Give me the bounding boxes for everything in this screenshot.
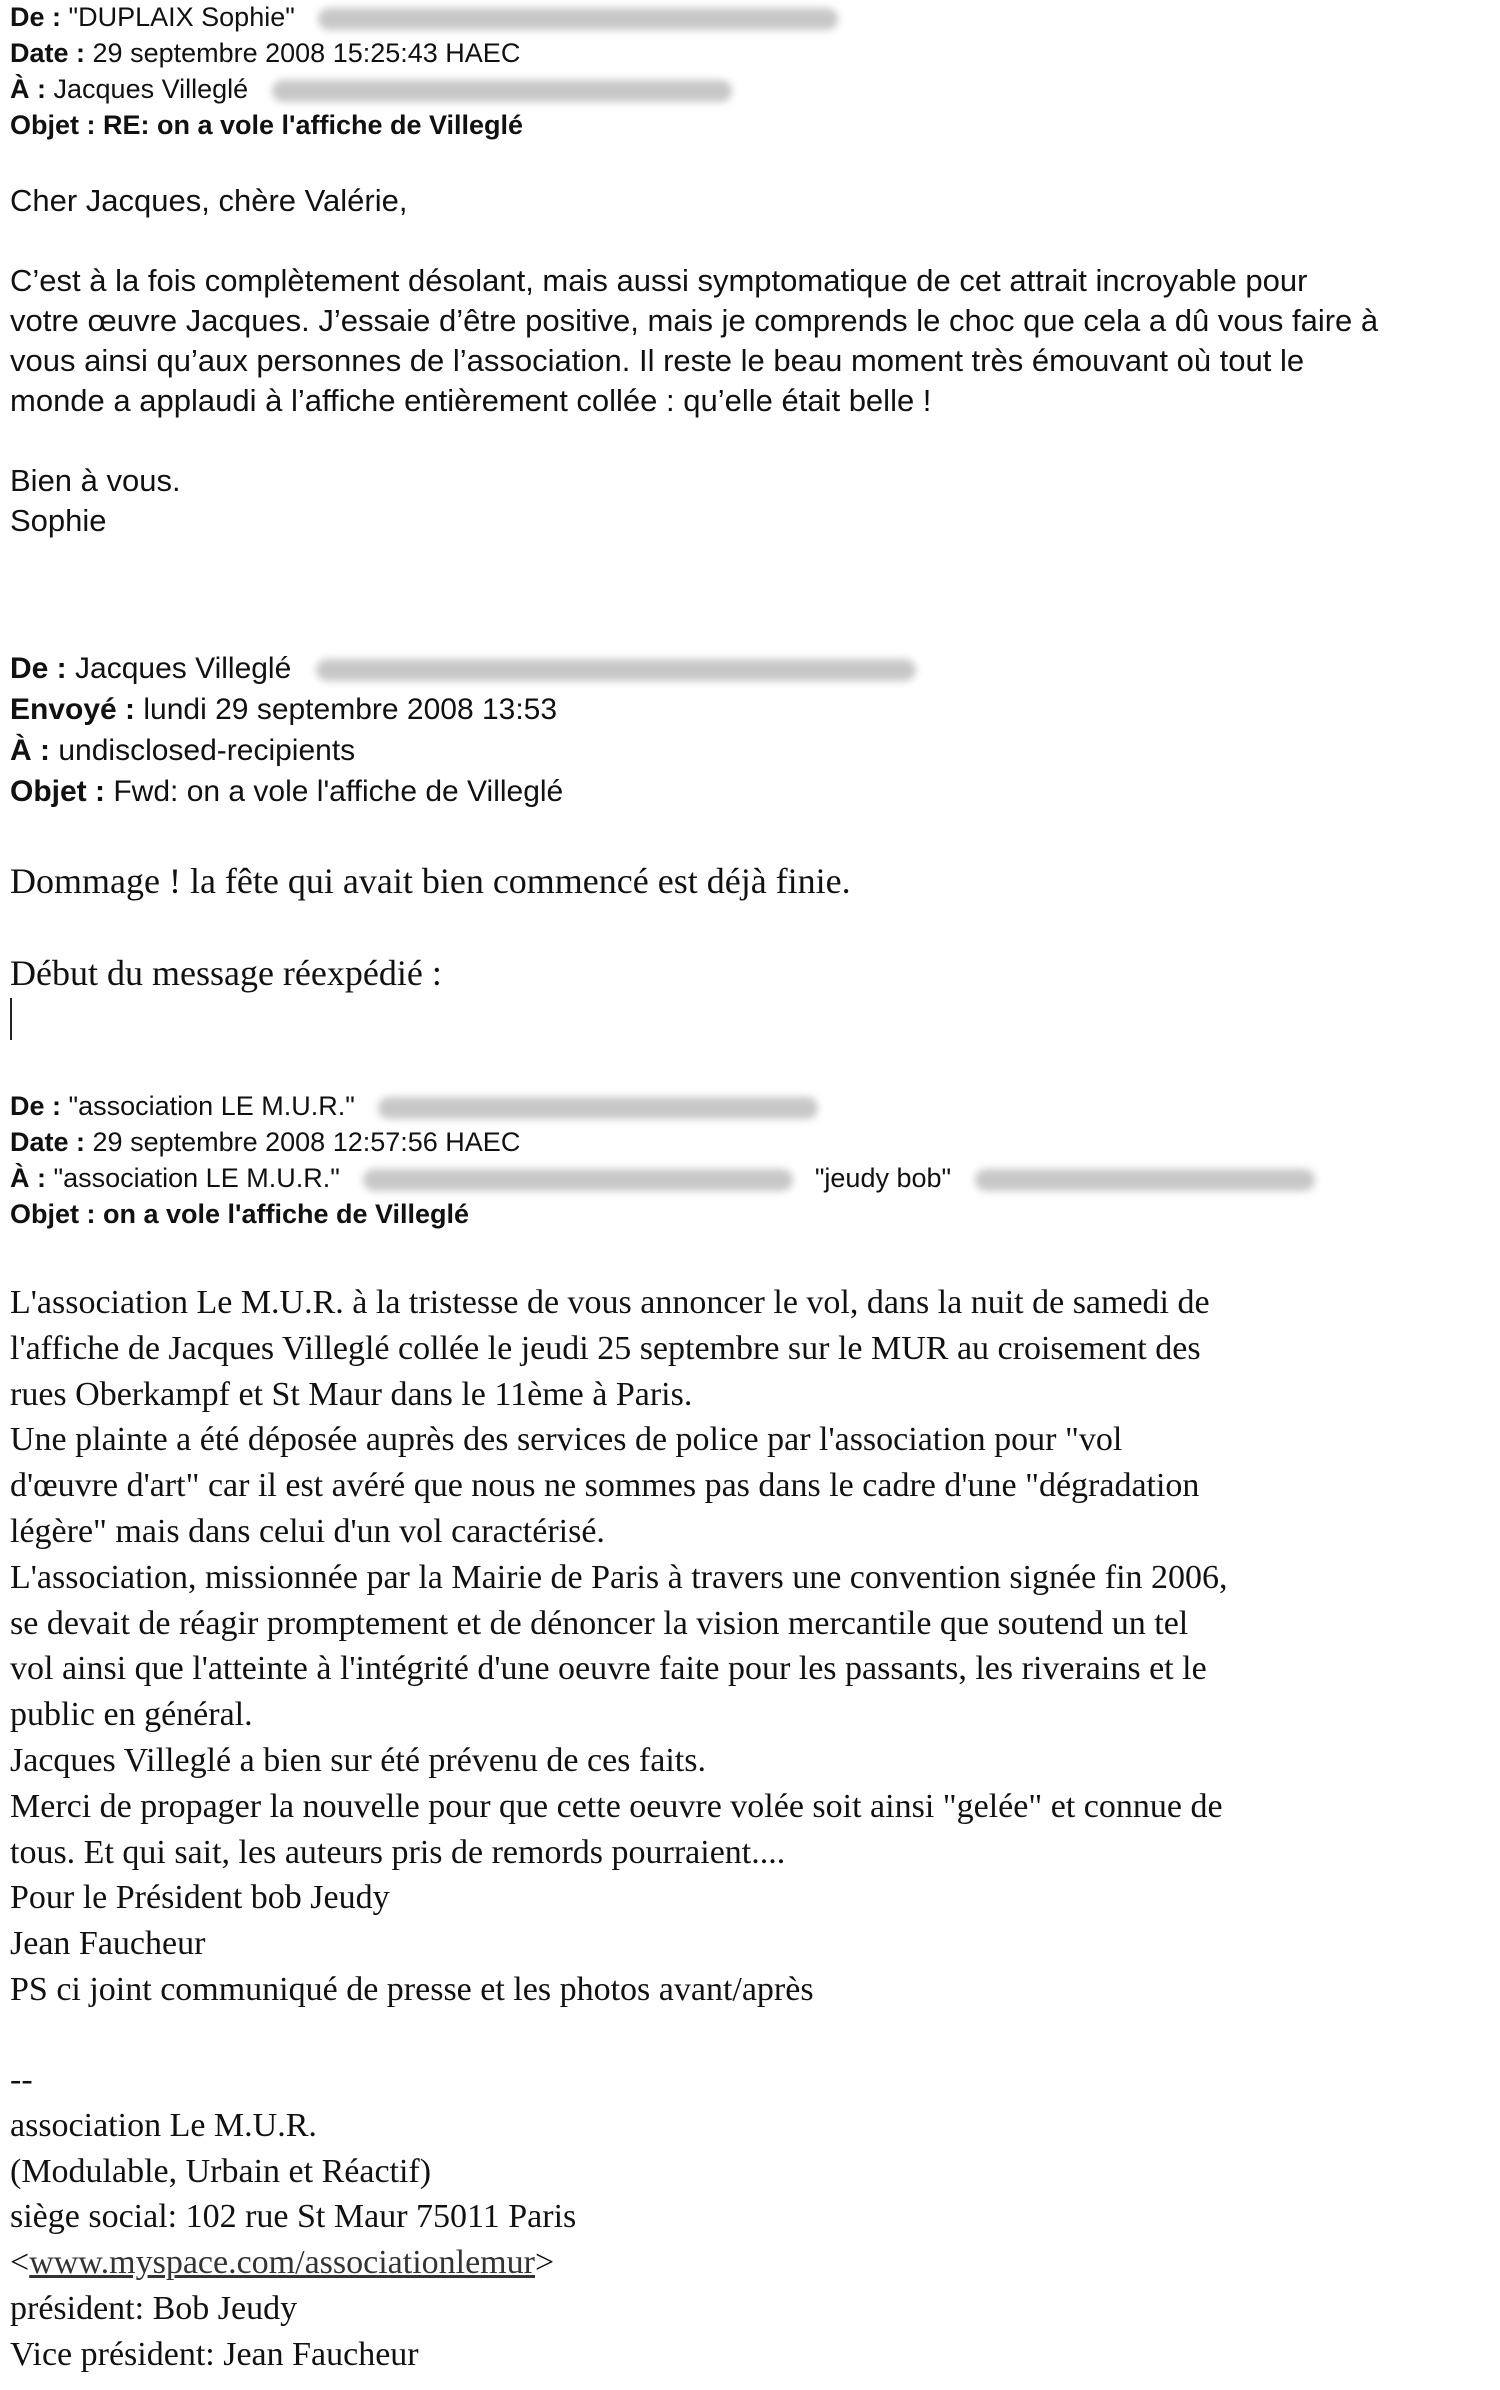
- email1-subject-row: [10, 110, 523, 141]
- email3-body-line: Pour le Président bob Jeudy: [10, 1879, 390, 1917]
- link-open-bracket: <: [10, 2244, 30, 2282]
- email3-body-line: Jean Faucheur: [10, 1925, 206, 1963]
- email1-body-line: C’est à la fois complètement désolant, mais aussi symptomatique de cet attrait incroyable pour: [10, 263, 1308, 298]
- email2-forward-note: Début du message réexpédié :: [10, 953, 442, 993]
- email3-body-line: vol ainsi que l'atteinte à l'intégrité d'une oeuvre faite pour les passants, les riverains et le: [10, 1650, 1207, 1688]
- redacted-email-address: [272, 80, 732, 102]
- email1-body-line: votre œuvre Jacques. J’essaie d’être positive, mais je comprends le choc que cela a dû vous faire à: [10, 303, 1379, 338]
- email2-sent-label: Envoyé :: [10, 693, 136, 726]
- email2-to-label: À :: [10, 734, 50, 767]
- email3-body-line: tous. Et qui sait, les auteurs pris de remords pourraient....: [10, 1833, 786, 1871]
- email2-body: Dommage ! la fête qui avait bien commencé est déjà finie.: [10, 861, 851, 901]
- email3-body-line: Une plainte a été déposée auprès des services de police par l'association pour "vol: [10, 1421, 1123, 1459]
- redacted-email-address: [378, 1097, 818, 1119]
- email2-to-value: undisclosed-recipients: [58, 734, 356, 767]
- email3-signature: [10, 2057, 576, 2378]
- email1-closing: Bien à vous.: [10, 463, 181, 498]
- email3-date-label: Date :: [10, 1127, 86, 1157]
- email2-to-row: [10, 734, 355, 768]
- email2-subject-label: Objet :: [10, 775, 105, 808]
- email3-to-value: "association LE M.U.R.": [53, 1163, 340, 1193]
- email1-body-line: monde a applaudi à l’affiche entièrement collée : qu’elle était belle !: [10, 383, 932, 418]
- email2-subject-row: [10, 775, 563, 809]
- email3-body-line: Jacques Villeglé a bien sur été prévenu de ces faits.: [10, 1741, 706, 1779]
- email3-to-label: À :: [10, 1163, 46, 1193]
- email1-date-row: [10, 38, 520, 69]
- email3-body: [10, 1280, 1228, 2013]
- email3-subject-value: on a vole l'affiche de Villeglé: [103, 1199, 470, 1229]
- redacted-email-address: [975, 1169, 1315, 1191]
- signature-separator: --: [10, 2061, 33, 2098]
- signature-expansion: (Modulable, Urbain et Réactif): [10, 2152, 432, 2190]
- email1-subject-value: RE: on a vole l'affiche de Villeglé: [103, 110, 524, 140]
- email3-date-value: 29 septembre 2008 12:57:56 HAEC: [92, 1127, 521, 1157]
- email1-signature: Sophie: [10, 503, 107, 538]
- email3-from-row: [10, 1091, 818, 1122]
- signature-vice-president: Vice président: Jean Faucheur: [10, 2335, 419, 2373]
- email3-body-line: public en général.: [10, 1696, 253, 1734]
- link-close-bracket: >: [534, 2244, 555, 2282]
- email3-body-line: légère" mais dans celui d'un vol caractérisé.: [10, 1512, 605, 1550]
- email1-from-row: [10, 2, 838, 33]
- email3-date-row: [10, 1127, 520, 1158]
- email1-date-value: 29 septembre 2008 15:25:43 HAEC: [92, 38, 521, 68]
- email3-body-line: se devait de réagir promptement et de dénoncer la vision mercantile que soutend un tel: [10, 1604, 1189, 1642]
- email1-date-label: Date :: [10, 38, 86, 68]
- redacted-email-address: [363, 1169, 793, 1191]
- email1-from-value: "DUPLAIX Sophie": [68, 2, 295, 32]
- email3-body-line: L'association Le M.U.R. à la tristesse de vous annoncer le vol, dans la nuit de samedi de: [10, 1284, 1210, 1321]
- email3-body-line: rues Oberkampf et St Maur dans le 11ème à Paris.: [10, 1375, 693, 1413]
- email3-subject-row: [10, 1199, 469, 1230]
- email2-sent-value: lundi 29 septembre 2008 13:53: [143, 693, 558, 726]
- email2-from-row: [10, 652, 916, 686]
- email3-to-row: [10, 1163, 1315, 1194]
- email2-sent-row: [10, 693, 557, 727]
- email1-to-value: Jacques Villeglé: [53, 74, 249, 104]
- email1-from-label: De :: [10, 2, 62, 32]
- redacted-email-address: [316, 659, 916, 681]
- email2-from-label: De :: [10, 652, 67, 685]
- email2-subject-value: Fwd: on a vole l'affiche de Villeglé: [113, 775, 564, 808]
- email3-subject-label: Objet :: [10, 1199, 96, 1229]
- signature-address: siège social: 102 rue St Maur 75011 Paris: [10, 2198, 577, 2236]
- email3-body-line: PS ci joint communiqué de presse et les photos avant/après: [10, 1970, 814, 2008]
- email1-subject-label: Objet :: [10, 110, 96, 140]
- email1-body-line: vous ainsi qu’aux personnes de l’association. Il reste le beau moment très émouvant où tout le: [10, 343, 1305, 378]
- signature-president: président: Bob Jeudy: [10, 2289, 298, 2327]
- email3-body-line: d'œuvre d'art" car il est avéré que nous ne sommes pas dans le cadre d'une "dégradation: [10, 1467, 1200, 1505]
- email3-body-line: l'affiche de Jacques Villeglé collée le jeudi 25 septembre sur le MUR au croisement des: [10, 1329, 1201, 1367]
- email3-from-label: De :: [10, 1091, 62, 1121]
- signature-link-row: [10, 2240, 576, 2286]
- signature-association: association Le M.U.R.: [10, 2106, 317, 2144]
- email3-to-value2: "jeudy bob": [814, 1163, 952, 1193]
- myspace-link[interactable]: www.myspace.com/associationlemur: [29, 2244, 535, 2282]
- email1-greeting: Cher Jacques, chère Valérie,: [10, 183, 408, 218]
- email1-body: [10, 261, 1378, 421]
- email1-to-label: À :: [10, 74, 46, 104]
- email1-to-row: [10, 74, 732, 105]
- redacted-email-address: [318, 8, 838, 30]
- email3-body-line: Merci de propager la nouvelle pour que cette oeuvre volée soit ainsi "gelée" et connue de: [10, 1787, 1223, 1825]
- email2-from-value: Jacques Villeglé: [75, 652, 292, 685]
- email3-from-value: "association LE M.U.R.": [68, 1091, 355, 1121]
- text-cursor: [10, 998, 12, 1040]
- email3-body-line: L'association, missionnée par la Mairie de Paris à travers une convention signée fin 2006,: [10, 1558, 1228, 1596]
